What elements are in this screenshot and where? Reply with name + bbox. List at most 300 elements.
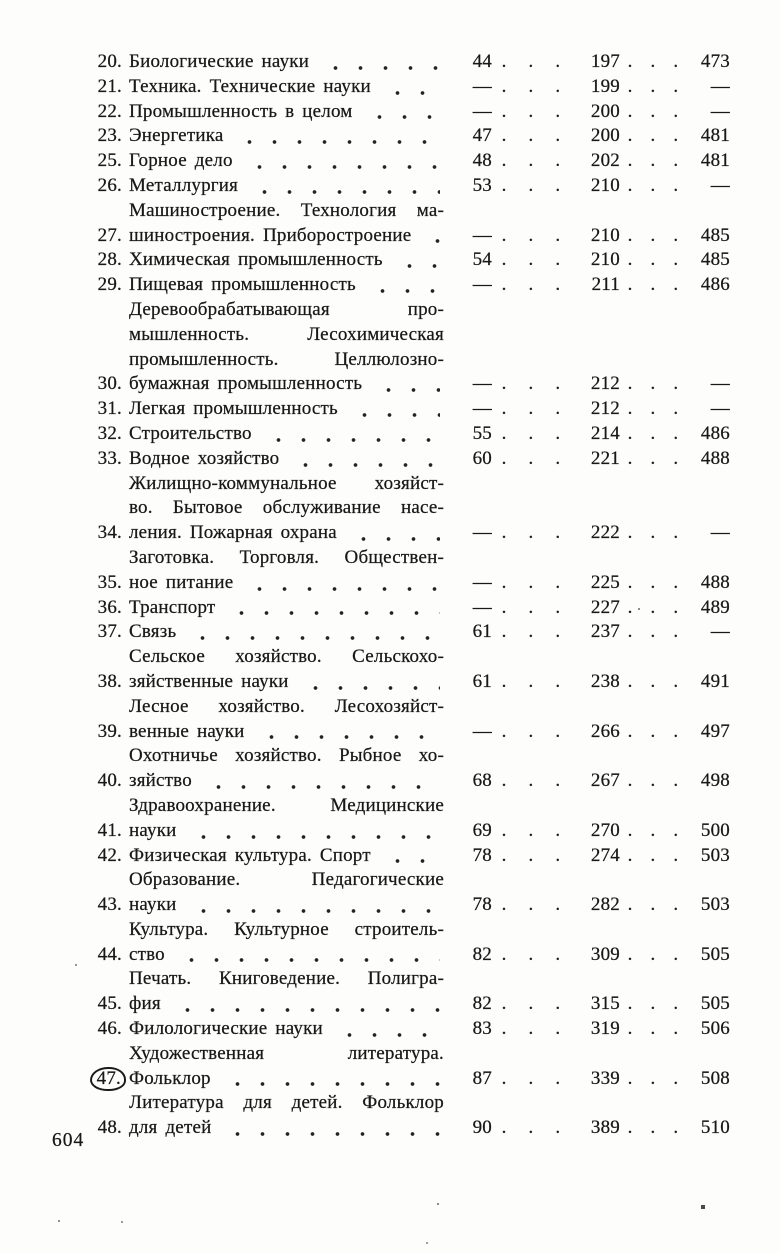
entry-number: 20.: [97, 51, 122, 72]
leader-dots: [381, 844, 440, 869]
title-line: Жилищно-коммунальное хозяйст-: [129, 472, 444, 494]
leader-dots: [233, 124, 440, 149]
entry-title: [122, 1017, 444, 1042]
leader-dots: . . .: [501, 1117, 561, 1139]
entry-page-col2: 267: [590, 770, 620, 792]
entry-page-col2: 199: [590, 75, 620, 97]
entry-title: [122, 967, 444, 1017]
entry-number: 45.: [97, 993, 122, 1015]
entry-page-col3: 481: [700, 125, 730, 147]
leader-dots: . . .: [627, 1018, 679, 1040]
leader-dots: . . .: [501, 943, 561, 965]
leader-dots: . . .: [627, 174, 679, 196]
leader-dots: . . .: [627, 1117, 679, 1139]
entry-page-col3: 505: [700, 993, 730, 1015]
title-text: Связь: [129, 621, 177, 643]
title-text: зяйственные науки: [129, 670, 289, 692]
title-text: Легкая промышленность: [129, 398, 338, 420]
leader-dots: . . .: [627, 770, 679, 792]
leader-dots: [333, 1017, 440, 1042]
entry-page-col2: 222: [590, 522, 620, 544]
entry-page-col2: 282: [590, 894, 620, 916]
entry-title: [122, 149, 444, 174]
title-line: Лесное хозяйство. Лесохозяйст-: [129, 695, 444, 717]
entry-page-col1: 78: [472, 844, 492, 866]
entry-page-col3: 503: [700, 894, 730, 916]
toc-entry: [60, 967, 736, 1017]
entry-page-col2: 210: [590, 249, 620, 271]
circle-annotation: 47.: [90, 1067, 126, 1091]
leader-dots: [421, 224, 440, 249]
title-line: [129, 50, 444, 75]
leader-dots: . . .: [627, 844, 679, 866]
title-line: Охотничье хозяйство. Рыбное хо-: [129, 745, 444, 767]
leader-dots: . . .: [627, 522, 679, 544]
entry-page-col1: 68: [472, 770, 492, 792]
entry-page-col3: —: [710, 522, 730, 544]
entry-number: 26.: [97, 174, 122, 196]
entry-page-col2: 210: [590, 174, 620, 196]
leader-dots: [366, 273, 440, 298]
toc-entry: [60, 868, 736, 918]
entry-title: [122, 199, 444, 249]
entry-title: [122, 620, 444, 645]
entry-page-col1: —: [472, 398, 492, 420]
entry-number: 29.: [97, 274, 122, 296]
title-text: Горное дело: [129, 150, 233, 172]
toc-entry: [60, 844, 736, 869]
leader-dots: . . .: [501, 819, 561, 841]
leader-dots: . . .: [627, 224, 679, 246]
entry-page-col3: —: [710, 621, 730, 643]
toc-entry: [60, 248, 736, 273]
toc-entry: [60, 75, 736, 100]
entry-page-col1: 47: [472, 125, 492, 147]
entry-title: [122, 75, 444, 100]
leader-dots: . . .: [501, 670, 561, 692]
entry-page-col3: —: [710, 398, 730, 420]
entry-number: 25.: [97, 150, 122, 172]
entry-number: 46.: [97, 1018, 122, 1040]
title-text: Биологические науки: [129, 51, 310, 72]
entry-page-col2: 238: [590, 670, 620, 692]
leader-dots: . . .: [501, 75, 561, 97]
entry-number: 35.: [97, 571, 122, 593]
entry-number: 32.: [97, 422, 122, 444]
leader-dots: . . .: [627, 1067, 679, 1089]
entry-page-col2: 339: [590, 1067, 620, 1089]
toc-entry: [60, 298, 736, 397]
leader-dots: . . .: [627, 819, 679, 841]
entry-page-col1: 61: [472, 621, 492, 643]
title-text: науки: [129, 819, 177, 841]
title-line: [129, 100, 444, 125]
toc-entry: [60, 273, 736, 298]
entry-page-col2: 200: [590, 100, 620, 122]
title-text: Фольклор: [129, 1067, 211, 1089]
title-text: шиностроения. Приборостроение: [129, 224, 412, 246]
leader-dots: . . .: [501, 224, 561, 246]
title-text: Энергетика: [129, 125, 224, 147]
entry-number: 33.: [97, 447, 122, 469]
entry-title: [122, 422, 444, 447]
toc-entry: [60, 50, 736, 75]
title-line: мышленность. Лесохимическая: [129, 323, 444, 345]
leader-dots: [381, 75, 440, 100]
entry-page-col1: 44: [472, 51, 492, 72]
leader-dots: [255, 720, 440, 745]
entry-page-col1: 55: [472, 422, 492, 444]
entry-page-col1: 54: [472, 249, 492, 271]
title-line: Сельское хозяйство. Сельскохо-: [129, 646, 444, 668]
leader-dots: . . .: [627, 670, 679, 692]
entry-title: [122, 546, 444, 596]
entry-page-col3: 473: [700, 51, 730, 72]
leader-dots: [262, 422, 440, 447]
title-text: для детей: [129, 1117, 212, 1139]
toc-entry: [60, 596, 736, 621]
page-number: 604: [52, 1130, 85, 1151]
title-text: зяйство: [129, 770, 192, 792]
entry-page-col3: 488: [700, 447, 730, 469]
title-line: [129, 1116, 444, 1141]
leader-dots: . . .: [501, 894, 561, 916]
entry-page-col1: —: [472, 224, 492, 246]
entry-page-col2: 319: [590, 1018, 620, 1040]
leader-dots: [187, 893, 440, 918]
leader-dots: . . .: [501, 51, 561, 72]
title-line: промышленность. Целлюлозно-: [129, 348, 444, 370]
leader-dots: [221, 1067, 440, 1092]
toc-entry: [60, 645, 736, 695]
toc-entry: [60, 124, 736, 149]
leader-dots: . . .: [501, 844, 561, 866]
entry-page-col2: 212: [590, 373, 620, 395]
leader-dots: [372, 372, 440, 397]
entry-page-col2: 221: [590, 447, 620, 469]
title-line: во. Бытовое обслуживание насе-: [129, 497, 444, 519]
leader-dots: . . .: [627, 150, 679, 172]
entry-page-col1: —: [472, 571, 492, 593]
entry-number: 31.: [97, 398, 122, 420]
leader-dots: [187, 819, 440, 844]
title-line: Культура. Культурное строитель-: [129, 918, 444, 940]
toc-entry: [60, 422, 736, 447]
entry-page-col1: 53: [472, 174, 492, 196]
leader-dots: [248, 174, 440, 199]
leader-dots: . . .: [627, 621, 679, 643]
scan-specks: [437, 1203, 439, 1205]
entry-page-col2: 227: [590, 596, 620, 618]
leader-dots: [175, 943, 440, 968]
toc-entry: [60, 149, 736, 174]
entry-page-col3: 500: [700, 819, 730, 841]
title-text: ство: [129, 943, 165, 965]
toc-entry: [60, 620, 736, 645]
entry-title: [122, 918, 444, 968]
entry-title: [122, 124, 444, 149]
entry-title: [122, 174, 444, 199]
entry-page-col2: 212: [590, 398, 620, 420]
leader-dots: . . .: [501, 373, 561, 395]
entry-number: 44.: [97, 943, 122, 965]
title-line: [129, 447, 444, 472]
leader-dots: . . .: [501, 398, 561, 420]
title-line: [129, 149, 444, 174]
entry-title: [122, 744, 444, 794]
entry-title: [122, 298, 444, 397]
leader-dots: . . .: [627, 100, 679, 122]
entry-page-col2: 200: [590, 125, 620, 147]
title-text: Филологические науки: [129, 1018, 323, 1040]
title-line: Художественная литература.: [129, 1042, 444, 1064]
leader-dots: [363, 100, 440, 125]
leader-dots: [319, 50, 440, 75]
title-line: [129, 1017, 444, 1042]
entry-number: 38.: [97, 670, 122, 692]
leader-dots: . . .: [627, 274, 679, 296]
title-text: ное питание: [129, 571, 234, 593]
entry-page-col3: 489: [700, 596, 730, 618]
leader-dots: . . .: [501, 150, 561, 172]
title-text: науки: [129, 894, 177, 916]
entry-title: [122, 596, 444, 621]
entry-number: 41.: [97, 819, 122, 841]
entry-page-col1: 78: [472, 894, 492, 916]
leader-dots: [299, 670, 440, 695]
leader-dots: . . .: [501, 274, 561, 296]
entry-page-col1: —: [472, 274, 492, 296]
entry-title: [122, 50, 444, 75]
leader-dots: . . .: [501, 596, 561, 618]
leader-dots: [186, 620, 440, 645]
title-line: [129, 521, 444, 546]
entry-page-col2: 211: [591, 274, 620, 296]
entry-page-col1: —: [472, 100, 492, 122]
toc-entry: [60, 472, 736, 546]
entry-page-col2: 266: [590, 720, 620, 742]
title-text: Химическая промышленность: [129, 249, 383, 271]
entry-title: [122, 844, 444, 869]
toc-list: [60, 50, 736, 1141]
toc-entry: [60, 794, 736, 844]
title-line: Деревообрабатывающая про-: [129, 298, 444, 320]
toc-entry: [60, 1091, 736, 1141]
leader-dots: . . .: [501, 621, 561, 643]
entry-page-col2: 274: [590, 844, 620, 866]
leader-dots: [225, 596, 440, 621]
leader-dots: . . .: [627, 398, 679, 420]
leader-dots: . . .: [627, 249, 679, 271]
toc-entry: [60, 100, 736, 125]
title-line: [129, 769, 444, 794]
entry-number: 36.: [97, 596, 122, 618]
entry-title: [122, 645, 444, 695]
entry-title: [122, 1042, 444, 1092]
title-text: ления. Пожарная охрана: [129, 522, 337, 544]
title-line: Литература для детей. Фольклор: [129, 1092, 444, 1114]
entry-title: [122, 472, 444, 546]
entry-page-col1: 48: [472, 150, 492, 172]
entry-page-col1: —: [472, 720, 492, 742]
title-line: [129, 596, 444, 621]
title-line: [129, 943, 444, 968]
title-text: фия: [129, 993, 161, 1015]
entry-page-col2: 237: [590, 621, 620, 643]
toc-entry: [60, 397, 736, 422]
entry-page-col2: 389: [590, 1117, 620, 1139]
title-line: [129, 397, 444, 422]
leader-dots: . . .: [627, 447, 679, 469]
toc-entry: [60, 546, 736, 596]
entry-number: 40.: [97, 770, 122, 792]
title-text: бумажная промышленность: [129, 373, 363, 395]
entry-page-col2: 315: [590, 993, 620, 1015]
toc-entry: [60, 447, 736, 472]
entry-page-col1: 83: [472, 1018, 492, 1040]
entry-number: 27.: [97, 224, 122, 246]
entry-number: 21.: [97, 75, 122, 97]
title-text: Промышленность в целом: [129, 100, 353, 122]
entry-page-col3: 485: [700, 249, 730, 271]
title-text: Физическая культура. Спорт: [129, 844, 371, 866]
leader-dots: [393, 248, 440, 273]
leader-dots: . . .: [501, 422, 561, 444]
leader-dots: . . .: [501, 1067, 561, 1089]
entry-page-col2: 210: [590, 224, 620, 246]
entry-page-col3: 503: [700, 844, 730, 866]
title-text: Металлургия: [129, 174, 239, 196]
leader-dots: [243, 149, 440, 174]
title-line: [129, 844, 444, 869]
leader-dots: . . .: [501, 125, 561, 147]
title-line: [129, 372, 444, 397]
title-text: Техника. Технические науки: [129, 75, 371, 97]
leader-dots: [221, 1116, 440, 1141]
entry-page-col1: —: [472, 596, 492, 618]
leader-dots: . . .: [501, 174, 561, 196]
entry-number: 23.: [97, 125, 122, 147]
entry-page-col3: 485: [700, 224, 730, 246]
entry-page-col1: 82: [472, 993, 492, 1015]
entry-title: [122, 1091, 444, 1141]
leader-dots: [202, 769, 440, 794]
entry-number: 30.: [97, 373, 122, 395]
entry-title: [122, 868, 444, 918]
entry-number: 43.: [97, 894, 122, 916]
title-text: Водное хозяйство: [129, 447, 280, 469]
leader-dots: . . .: [627, 993, 679, 1015]
toc-entry: [60, 744, 736, 794]
entry-page-col2: 270: [590, 819, 620, 841]
entry-page-col3: 497: [700, 720, 730, 742]
leader-dots: . . .: [627, 943, 679, 965]
title-line: [129, 248, 444, 273]
entry-page-col1: 60: [472, 447, 492, 469]
entry-page-col1: 90: [472, 1117, 492, 1139]
entry-page-col1: 82: [472, 943, 492, 965]
title-line: [129, 1067, 444, 1092]
toc-entry: [60, 199, 736, 249]
entry-title: [122, 100, 444, 125]
leader-dots: [289, 447, 440, 472]
entry-page-col2: 214: [590, 422, 620, 444]
leader-dots: . . .: [501, 571, 561, 593]
title-line: [129, 571, 444, 596]
leader-dots: [243, 571, 440, 596]
entry-page-col2: 309: [590, 943, 620, 965]
title-line: [129, 273, 444, 298]
entry-page-col1: —: [472, 522, 492, 544]
entry-title: [122, 248, 444, 273]
entry-number: [60, 1067, 122, 1092]
toc-entry: [60, 1042, 736, 1092]
leader-dots: . . .: [501, 100, 561, 122]
leader-dots: . . .: [501, 770, 561, 792]
entry-page-col3: —: [710, 174, 730, 196]
leader-dots: . . .: [627, 596, 679, 618]
entry-page-col3: 488: [700, 571, 730, 593]
title-line: Здравоохранение. Медицинские: [129, 794, 444, 816]
leader-dots: . . .: [501, 447, 561, 469]
entry-page-col3: 491: [700, 670, 730, 692]
entry-page-col1: —: [472, 75, 492, 97]
entry-page-col2: 225: [590, 571, 620, 593]
title-line: [129, 620, 444, 645]
entry-page-col3: 510: [700, 1117, 730, 1139]
title-line: [129, 670, 444, 695]
entry-title: [122, 273, 444, 298]
title-line: [129, 174, 444, 199]
leader-dots: . . .: [627, 51, 679, 72]
title-line: [129, 75, 444, 100]
toc-entry: [60, 174, 736, 199]
entry-number: 37.: [97, 621, 122, 643]
leader-dots: . . .: [627, 373, 679, 395]
title-text: венные науки: [129, 720, 245, 742]
title-line: Машиностроение. Технология ма-: [129, 199, 444, 221]
leader-dots: . . .: [627, 75, 679, 97]
leader-dots: . . .: [627, 571, 679, 593]
title-line: [129, 819, 444, 844]
entry-title: [122, 447, 444, 472]
entry-page-col3: 486: [700, 274, 730, 296]
leader-dots: . . .: [501, 1018, 561, 1040]
leader-dots: . . .: [501, 249, 561, 271]
entry-page-col2: 197: [590, 51, 620, 72]
entry-page-col3: 506: [700, 1018, 730, 1040]
toc-entry: [60, 1017, 736, 1042]
title-text: Строительство: [129, 422, 252, 444]
leader-dots: . . .: [627, 720, 679, 742]
leader-dots: [347, 521, 440, 546]
entry-number: 48.: [97, 1117, 122, 1139]
entry-page-col3: —: [710, 75, 730, 97]
title-line: Печать. Книговедение. Полигра-: [129, 968, 444, 990]
entry-title: [122, 794, 444, 844]
title-text: Транспорт: [129, 596, 216, 618]
entry-page-col3: 498: [700, 770, 730, 792]
entry-number: 42.: [97, 844, 122, 866]
toc-entry: [60, 695, 736, 745]
leader-dots: [348, 397, 440, 422]
entry-page-col3: 508: [700, 1067, 730, 1089]
leader-dots: . . .: [627, 125, 679, 147]
title-text: Пищевая промышленность: [129, 274, 356, 296]
title-line: [129, 422, 444, 447]
title-line: Образование. Педагогические: [129, 869, 444, 891]
entry-page-col1: 69: [472, 819, 492, 841]
